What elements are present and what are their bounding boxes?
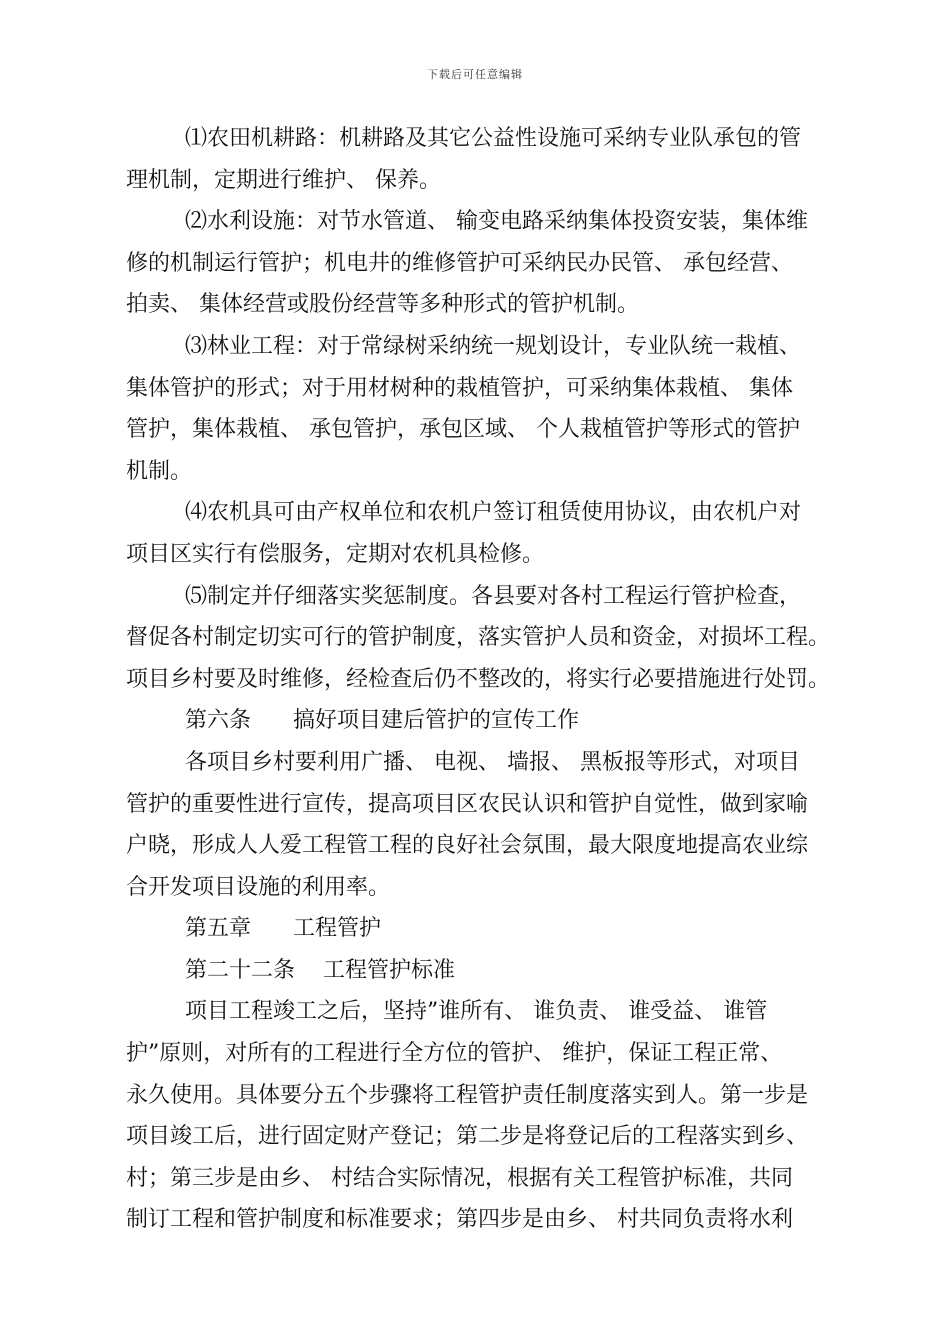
text-line: 管护，集体栽植、 承包管护，承包区域、 个人栽植管护等形式的管护 bbox=[126, 417, 800, 443]
text-line: 第六条 搞好项目建后管护的宣传工作 bbox=[185, 708, 579, 734]
text-line: 项目乡村要及时维修，经检查后仍不整改的，将实行必要措施进行处罚。 bbox=[126, 666, 831, 692]
text-line: 第二十二条 工程管护标准 bbox=[185, 957, 455, 983]
text-line: 督促各村制定切实可行的管护制度，落实管护人员和资金，对损坏工程。 bbox=[126, 625, 831, 651]
text-line: 村；第三步是由乡、 村结合实际情况，根据有关工程管护标准，共同 bbox=[126, 1165, 793, 1191]
text-line: 护”原则，对所有的工程进行全方位的管护、 维护，保证工程正常、 bbox=[126, 1041, 783, 1067]
text-line: 制订工程和管护制度和标准要求；第四步是由乡、 村共同负责将水利 bbox=[126, 1207, 793, 1233]
text-line: ⑷农机具可由产权单位和农机户签订租赁使用协议，由农机户对 bbox=[185, 500, 802, 526]
text-line: 户晓，形成人人爱工程管工程的良好社会氛围，最大限度地提高农业综 bbox=[126, 833, 809, 859]
text-line: 各项目乡村要利用广播、 电视、 墙报、 黑板报等形式，对项目 bbox=[185, 749, 800, 775]
text-line: 机制。 bbox=[126, 458, 193, 484]
text-line: 修的机制运行管护；机电井的维修管护可采纳民办民管、 承包经营、 bbox=[126, 250, 793, 276]
text-line: 永久使用。具体要分五个步骤将工程管护责任制度落实到人。第一步是 bbox=[126, 1082, 809, 1108]
text-line: ⑴农田机耕路：机耕路及其它公益性设施可采纳专业队承包的管 bbox=[185, 126, 802, 151]
text-line: 第五章 工程管护 bbox=[185, 916, 381, 942]
text-line: 项目工程竣工之后，坚持”谁所有、 谁负责、 谁受益、 谁管 bbox=[185, 999, 768, 1025]
text-line: 理机制，定期进行维护、 保养。 bbox=[126, 167, 441, 193]
page-header: 下载后可任意编辑 bbox=[427, 68, 523, 81]
text-line: 项目竣工后，进行固定财产登记；第二步是将登记后的工程落实到乡、 bbox=[126, 1124, 809, 1150]
text-line: ⑵水利设施：对节水管道、 输变电路采纳集体投资安装，集体维 bbox=[185, 209, 808, 235]
text-line: 集体管护的形式；对于用材树种的栽植管护，可采纳集体栽植、 集体 bbox=[126, 375, 793, 401]
text-line: 合开发项目设施的利用率。 bbox=[126, 874, 391, 900]
text-line: 拍卖、 集体经营或股份经营等多种形式的管护机制。 bbox=[126, 292, 639, 318]
document-body bbox=[126, 118, 861, 1241]
text-line: 管护的重要性进行宣传，提高项目区农民认识和管护自觉性，做到家喻 bbox=[126, 791, 809, 817]
text-line: 项目区实行有偿服务，定期对农机具检修。 bbox=[126, 541, 545, 567]
text-line: ⑶林业工程：对于常绿树采纳统一规划设计，专业队统一栽植、 bbox=[185, 333, 802, 359]
text-line: ⑸制定并仔细落实奖惩制度。各县要对各村工程运行管护检查， bbox=[185, 583, 802, 609]
